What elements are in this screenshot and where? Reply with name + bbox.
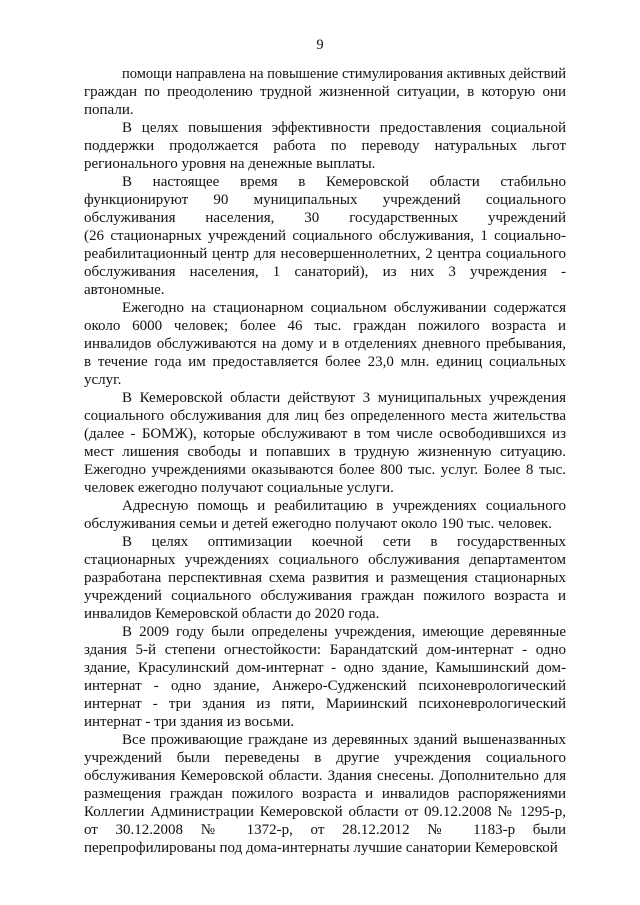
text-line: обслуживания населения, 1 санаторий), из них 3 учреждения - <box>84 264 566 280</box>
text-line: В целях повышения эффективности предоставления социальной <box>122 120 566 136</box>
text-line: стационарных учреждениях социального обслуживания департаментом <box>84 552 566 568</box>
text-line: размещения граждан пожилого возраста и инвалидов распоряжениями <box>84 786 566 802</box>
text-line: (далее - БОМЖ), которые обслуживают в том числе освободившихся из <box>84 426 566 442</box>
text-line: разработана перспективная схема развития и размещения стационарных <box>84 570 566 586</box>
text-line: граждан по преодолению трудной жизненной ситуации, в которую они <box>84 84 566 100</box>
text-line: здание, Красулинский дом-интернат - одно здание, Камышинский дом- <box>84 660 566 676</box>
text-line: функционируют 90 муниципальных учреждений социального <box>84 192 566 208</box>
text-line: Ежегодно на стационарном социальном обслуживании содержатся <box>122 300 566 316</box>
document-body <box>84 65 566 857</box>
text-line: инвалидов Кемеровской области до 2020 года. <box>84 606 380 622</box>
text-line: помощи направлена на повышение стимулирования активных действий <box>122 66 566 82</box>
text-line: интернат - одно здание, Анжеро-Судженский психоневрологический <box>84 678 566 694</box>
paragraph <box>84 731 566 857</box>
paragraph <box>84 173 566 299</box>
text-line: интернат - три здания из восьми. <box>84 714 295 730</box>
paragraph <box>84 623 566 731</box>
paragraph <box>84 497 566 533</box>
text-line: регионального уровня на денежные выплаты. <box>84 156 376 172</box>
text-line: услуг. <box>84 372 122 388</box>
text-line: В Кемеровской области действуют 3 муниципальных учреждения <box>122 390 566 406</box>
text-line: от 30.12.2008 № 1372-р, от 28.12.2012 № 1183-р были <box>84 822 566 838</box>
text-line: человек ежегодно получают социальные услуги. <box>84 480 394 496</box>
text-line: интернат - три здания из пяти, Мариинский психоневрологический <box>84 696 566 712</box>
text-line: В 2009 году были определены учреждения, имеющие деревянные <box>122 624 566 640</box>
paragraph <box>84 119 566 173</box>
text-line: Все проживающие граждане из деревянных зданий вышеназванных <box>122 732 566 748</box>
text-line: автономные. <box>84 282 165 298</box>
text-line: реабилитационный центр для несовершеннолетних, 2 центра социального <box>84 246 566 262</box>
text-line: около 6000 человек; более 46 тыс. граждан пожилого возраста и <box>84 318 566 334</box>
text-line: В настоящее время в Кемеровской области стабильно <box>122 174 566 190</box>
text-line: обслуживания Кемеровской области. Здания снесены. Дополнительно для <box>84 768 566 784</box>
text-line: Ежегодно учреждениями оказываются более 800 тыс. услуг. Более 8 тыс. <box>84 462 566 478</box>
text-line: учреждений были переведены в другие учреждения социального <box>84 750 566 766</box>
text-line: здания 5-й степени огнестойкости: Барандатский дом-интернат - одно <box>84 642 566 658</box>
text-line: мест лишения свободы и попавших в трудную жизненную ситуацию. <box>84 444 566 460</box>
text-line: попали. <box>84 102 134 118</box>
text-line: обслуживания населения, 30 государственных учреждений <box>84 210 566 226</box>
text-line: перепрофилированы под дома-интернаты лучшие санатории Кемеровской <box>84 840 558 856</box>
page-number: 9 <box>316 37 324 53</box>
text-line: В целях оптимизации коечной сети в государственных <box>122 534 566 550</box>
text-line: поддержки продолжается работа по переводу натуральных льгот <box>84 138 566 154</box>
text-line: (26 стационарных учреждений социального обслуживания, 1 социально- <box>84 228 566 244</box>
text-line: обслуживания семьи и детей ежегодно получают около 190 тыс. человек. <box>84 516 552 532</box>
paragraph <box>84 533 566 623</box>
text-line: Адресную помощь и реабилитацию в учреждениях социального <box>122 498 566 514</box>
paragraph <box>84 65 566 119</box>
text-line: Коллегии Администрации Кемеровской области от 09.12.2008 № 1295-р, <box>84 804 566 820</box>
text-line: социального обслуживания для лиц без определенного места жительства <box>84 408 566 424</box>
text-line: учреждений социального обслуживания граждан пожилого возраста и <box>84 588 566 604</box>
text-line: в течение года им предоставляется более 23,0 млн. единиц социальных <box>84 354 566 370</box>
paragraph <box>84 389 566 497</box>
text-line: инвалидов обслуживаются на дому и в отделениях дневного пребывания, <box>84 336 566 352</box>
paragraph <box>84 299 566 389</box>
